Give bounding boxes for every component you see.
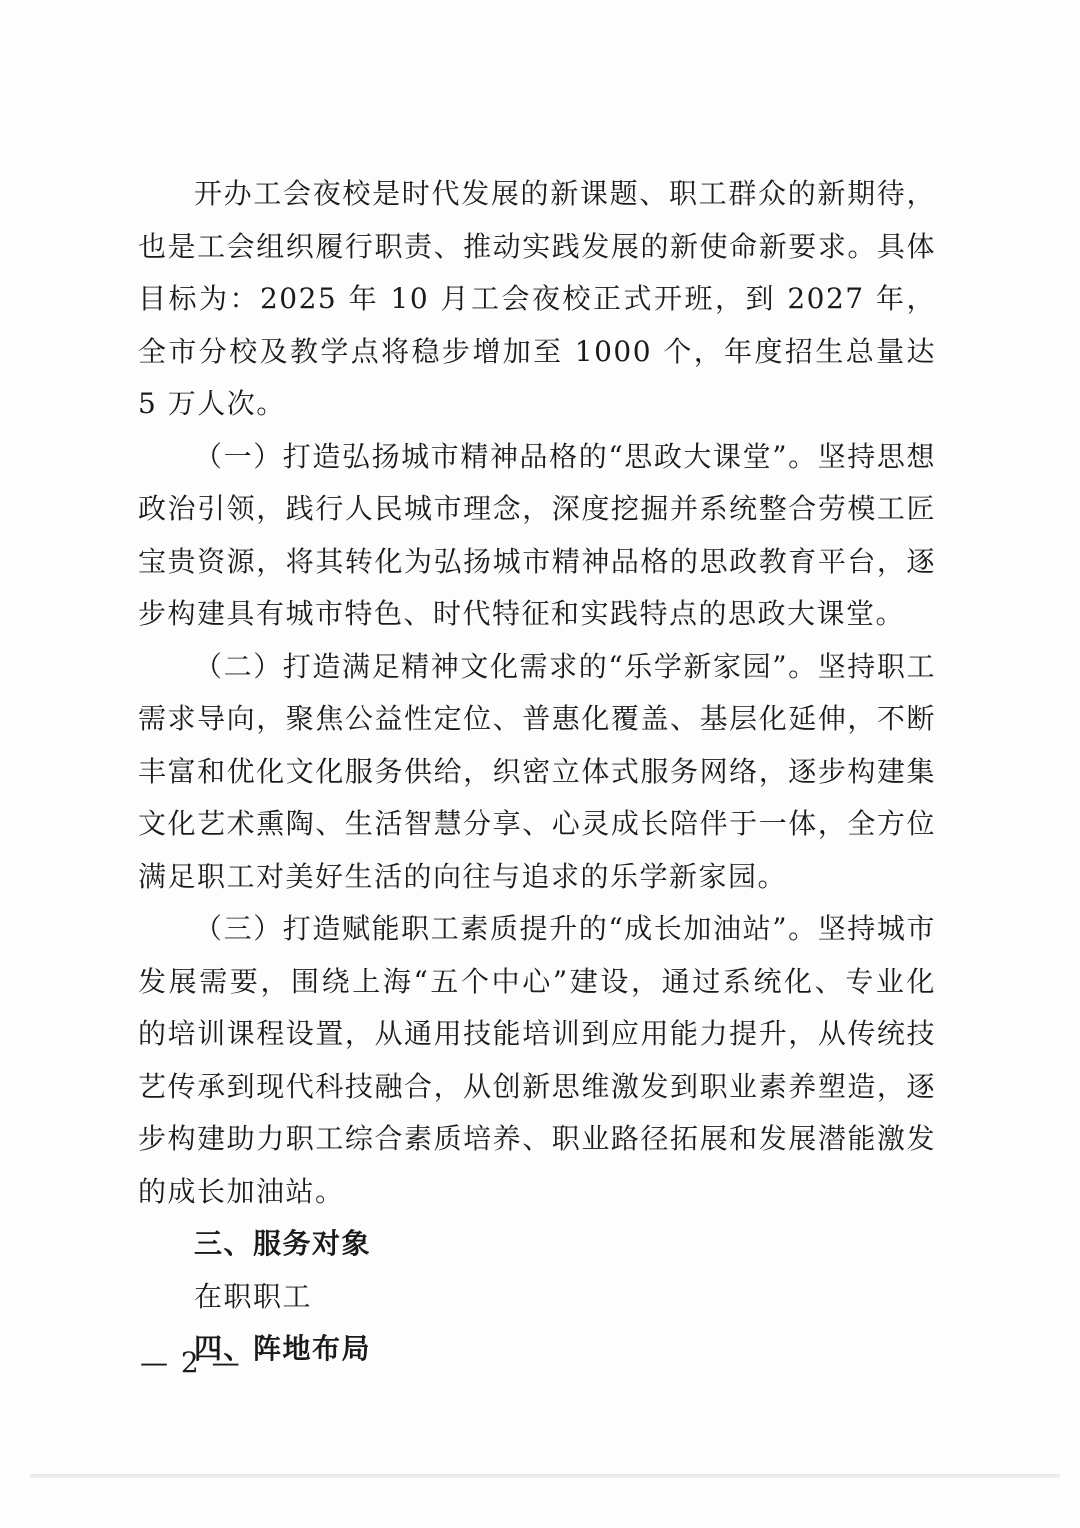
section-heading-service: 三、服务对象 (194, 1227, 372, 1260)
document-body (138, 168, 936, 1376)
service-target-text: 在职职工 (194, 1279, 313, 1313)
page-number: — 2 — (140, 1346, 242, 1379)
paragraph-item-3: （三）打造赋能职工素质提升的“成长加油站”。坚持城市发展需要，围绕上海“五个中心”建设，通过系统化、专业化的培训课程设置，从通用技能培训到应用能力提升，从传统技艺传承到现代科技融合，从创新思维激发到职业素养塑造，逐步构建助力职工综合素质培养、职业路径拓展和发展潜能激发的成长加油站。 (138, 912, 936, 1208)
paragraph-item-2: （二）打造满足精神文化需求的“乐学新家园”。坚持职工需求导向，聚焦公益性定位、普惠化覆盖、基层化延伸，不断丰富和优化文化服务供给，织密立体式服务网络，逐步构建集文化艺术熏陶、生活智慧分享、心灵成长陪伴于一体，全方位满足职工对美好生活的向往与追求的乐学新家园。 (138, 649, 936, 893)
scan-edge-divider (30, 1474, 1060, 1478)
paragraph-intro: 开办工会夜校是时代发展的新课题、职工群众的新期待，也是工会组织履行职责、推动实践发展的新使命新要求。具体目标为：2025 年 10 月工会夜校正式开班，到 2027 年，全市分校及教学点将稳步增加至 1000 个，年度招生总量达 5 万人次。 (138, 177, 936, 420)
paragraph-item-1: （一）打造弘扬城市精神品格的“思政大课堂”。坚持思想政治引领，践行人民城市理念，深度挖掘并系统整合劳模工匠宝贵资源，将其转化为弘扬城市精神品格的思政教育平台，逐步构建具有城市特色、时代特征和实践特点的思政大课堂。 (138, 439, 936, 630)
section-heading-layout: 四、阵地布局 (194, 1332, 372, 1365)
